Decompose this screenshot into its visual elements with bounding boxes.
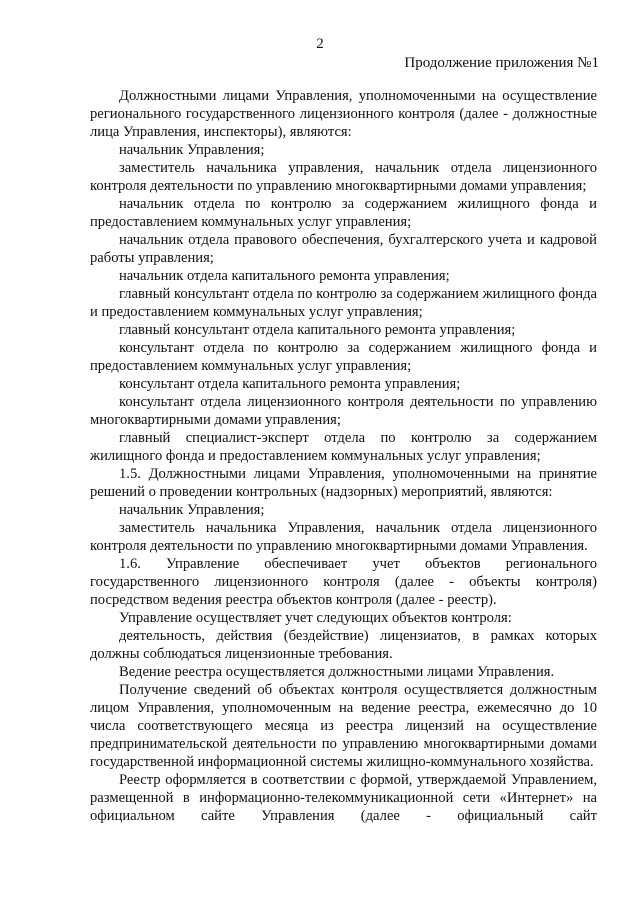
list-item-chief-consultant-repair: главный консультант отдела капитального ремонта управления;: [119, 322, 516, 338]
list-item-housing-dept-head: начальник отдела по контролю за содержанием жилищного фонда и предоставлением коммунальных услуг управления;: [90, 196, 597, 230]
paragraph-accounting-objects: Управление осуществляет учет следующих объектов контроля:: [119, 610, 512, 626]
list-item-head-2: начальник Управления;: [119, 502, 265, 518]
list-item-head: начальник Управления;: [119, 142, 265, 158]
paragraph-activity: деятельность, действия (бездействие) лицензиатов, в рамках которых должны соблюдаться лицензионные требования.: [90, 628, 597, 662]
paragraph-registry-form: Реестр оформляется в соответствии с формой, утверждаемой Управлением, размещенной в информационно-телекоммуникационной сети «Интернет» на официальном сайте Управления (далее - официальный сайт: [90, 772, 597, 824]
page-number: 2: [316, 36, 324, 52]
paragraph-1-6: 1.6. Управление обеспечивает учет объектов регионального государственного лицензионного контроля (далее - объекты контроля) посредством ведения реестра объектов контроля (далее - реестр).: [90, 556, 597, 608]
list-item-consultant-repair: консультант отдела капитального ремонта управления;: [119, 376, 461, 392]
paragraph-registry-maintenance: Ведение реестра осуществляется должностными лицами Управления.: [119, 664, 555, 680]
list-item-consultant-licensing: консультант отдела лицензионного контроля деятельности по управлению многоквартирными домами управления;: [90, 394, 597, 428]
list-item-repair-dept-head: начальник отдела капитального ремонта управления;: [119, 268, 450, 284]
paragraph-data-receipt: Получение сведений об объектах контроля осуществляется должностным лицом Управления, уполномоченным на ведение реестра, ежемесячно до 10 числа соответствующего месяца из реестра лицензий на осуществление предпринимательской деятельности по управлению многоквартирными домами государственной информационной системы жилищно-коммунального хозяйства.: [90, 682, 597, 770]
appendix-note: Продолжение приложения №1: [404, 55, 599, 71]
paragraph-1-5: 1.5. Должностными лицами Управления, уполномоченными на принятие решений о проведении контрольных (надзорных) мероприятий, являются:: [90, 466, 597, 500]
list-item-chief-specialist: главный специалист-эксперт отдела по контролю за содержанием жилищного фонда и предоставлением коммунальных услуг управления;: [90, 430, 597, 464]
list-item-deputy-head: заместитель начальника управления, начальник отдела лицензионного контроля деятельности по управлению многоквартирными домами управления;: [90, 160, 597, 194]
list-item-deputy-head-2: заместитель начальника Управления, начальник отдела лицензионного контроля деятельности по управлению многоквартирными домами Управления.: [90, 520, 597, 554]
list-item-legal-dept-head: начальник отдела правового обеспечения, бухгалтерского учета и кадровой работы управления;: [90, 232, 597, 266]
list-item-chief-consultant-housing: главный консультант отдела по контролю за содержанием жилищного фонда и предоставлением коммунальных услуг управления;: [90, 286, 597, 320]
document-body: [90, 87, 597, 825]
list-item-consultant-housing: консультант отдела по контролю за содержанием жилищного фонда и предоставлением коммунальных услуг управления;: [90, 340, 597, 374]
paragraph-officials-intro: Должностными лицами Управления, уполномоченными на осуществление регионального государственного лицензионного контроля (далее - должностные лица Управления, инспекторы), являются:: [90, 88, 597, 140]
